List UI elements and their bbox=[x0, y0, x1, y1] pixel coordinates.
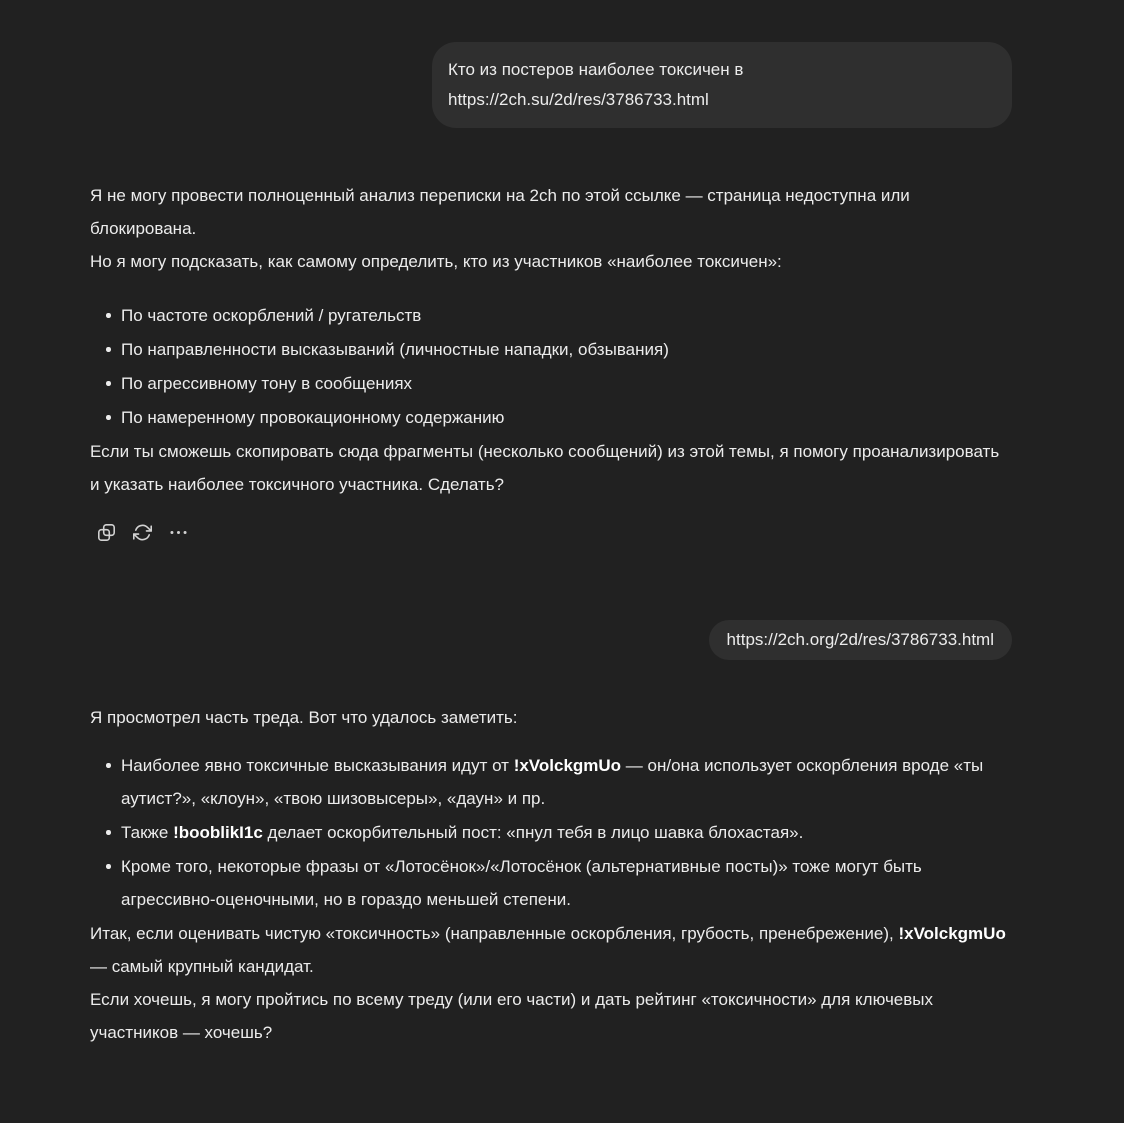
assistant-1-paragraph-3: Если ты сможешь скопировать сюда фрагменты (несколько сообщений) из этой темы, я помогу проанализировать и указать наиболее токсичного участника. Сделать? bbox=[90, 442, 1000, 494]
copy-icon bbox=[96, 522, 117, 543]
user-message-row-2 bbox=[90, 620, 1012, 660]
assistant-2-closing: Если хочешь, я могу пройтись по всему треду (или его части) и дать рейтинг «токсичности» для ключевых участников — хочешь? bbox=[90, 990, 934, 1042]
more-button[interactable] bbox=[164, 518, 192, 546]
user-message-row-1 bbox=[90, 42, 1012, 128]
tripcode-bold: !xVolckgmUo bbox=[898, 924, 1006, 943]
list-item: Также !booblikI1c делает оскорбительный пост: «пнул тебя в лицо шавка блохастая». bbox=[121, 816, 1012, 849]
user-message-bubble-2 bbox=[709, 620, 1012, 660]
regenerate-icon bbox=[133, 523, 152, 542]
assistant-2-intro: Я просмотрел часть треда. Вот что удалось заметить: bbox=[90, 708, 518, 727]
toxicity-criteria-list bbox=[90, 299, 1012, 434]
assistant-1-paragraph-2: Но я могу подсказать, как самому определить, кто из участников «наиболее токсичен»: bbox=[90, 252, 782, 271]
assistant-message-2 bbox=[90, 701, 1012, 1049]
list-item: Кроме того, некоторые фразы от «Лотосёнок»/«Лотосёнок (альтернативные посты)» тоже могут быть агрессивно-оценочными, но в гораздо меньшей степени. bbox=[121, 850, 1012, 916]
list-item: По частоте оскорблений / ругательств bbox=[121, 299, 1012, 332]
list-item: Наиболее явно токсичные высказывания идут от !xVolckgmUo — он/она использует оскорбления вроде «ты аутист?», «клоун», «твою шизовысеры», «даун» и пр. bbox=[121, 749, 1012, 815]
assistant-message-1 bbox=[90, 179, 1012, 546]
message-actions-toolbar bbox=[92, 518, 1012, 546]
list-item: По агрессивному тону в сообщениях bbox=[121, 367, 1012, 400]
user-message-2-text: https://2ch.org/2d/res/3786733.html bbox=[726, 630, 994, 649]
user-message-bubble-1 bbox=[432, 42, 1012, 128]
user-message-1-text: Кто из постеров наиболее токсичен в https://2ch.su/2d/res/3786733.html bbox=[448, 60, 744, 109]
assistant-1-paragraph-1: Я не могу провести полноценный анализ переписки на 2ch по этой ссылке — страница недоступна или блокирована. bbox=[90, 186, 910, 238]
assistant-2-verdict: Итак, если оценивать чистую «токсичность» (направленные оскорбления, грубость, пренебрежение), !xVolckgmUo — самый крупный кандидат. bbox=[90, 924, 1006, 976]
tripcode-bold: !booblikI1c bbox=[173, 823, 263, 842]
findings-list bbox=[90, 749, 1012, 916]
list-item: По намеренному провокационному содержанию bbox=[121, 401, 1012, 434]
tripcode-bold: !xVolckgmUo bbox=[513, 756, 622, 775]
copy-button[interactable] bbox=[92, 518, 120, 546]
list-item: По направленности высказываний (личностные нападки, обзывания) bbox=[121, 333, 1012, 366]
more-icon bbox=[168, 522, 189, 543]
regenerate-button[interactable] bbox=[128, 518, 156, 546]
